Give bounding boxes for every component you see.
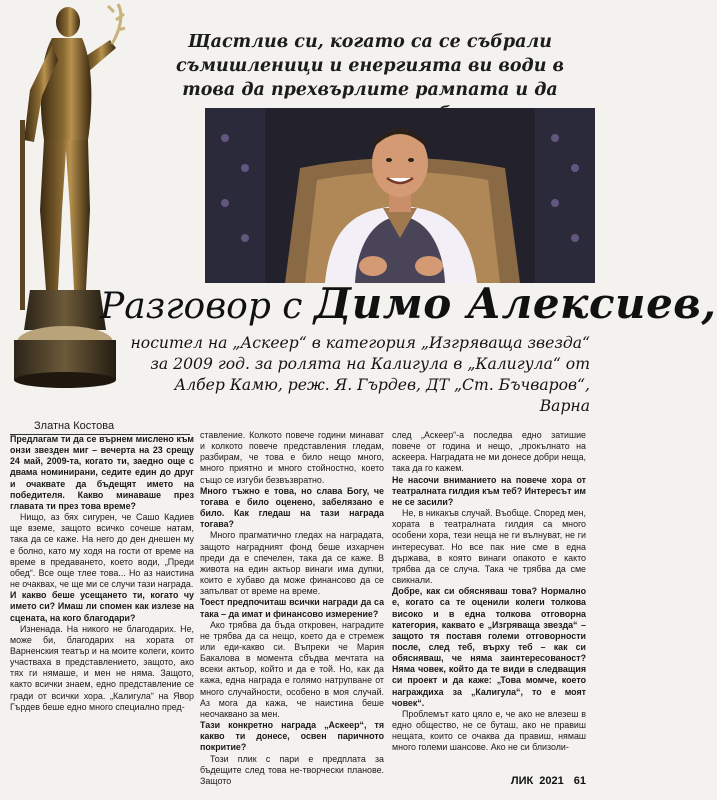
answer-paragraph: Нищо, аз бях сигурен, че Сашо Кадиев ще вземе, защото всичко сочеше натам, така да се каже. На него до ден днешен му е болно, като му ходя на гости от време на време в предаването, което води, „Преди обед“. Все още тлее това... Но аз наистина не очаквах, че ще ми се случи тази награда. <box>10 512 194 590</box>
text-column-2 <box>200 430 384 787</box>
header-quote: Щастлив си, когато са се събрали съмишленици и енергията ви води в това да прехвърлите рампата и да <box>175 32 565 100</box>
title-name: Димо Алексиев, <box>313 279 717 328</box>
question-paragraph: И какво беше усещането ти, когато чу името си? Имаш ли спомен как излезе на сцената, на кого благодари? <box>10 590 194 623</box>
answer-paragraph: Не, в никакъв случай. Въобще. Според мен, хората в театралната гилдия са много особени хора, тези неща не ги вълнуват, не ги интересуват. Но все пак ние сме в една държава, в която винаги опакото е както трябва да се случа. Така че трябва да сме свикнали. <box>392 508 586 586</box>
askeer-statuette-image <box>0 0 125 390</box>
question-paragraph: Предлагам ти да се върнем мислено към онзи звезден миг – вечерта на 23 срещу 24 май, 2009-та, когато ти, заедно още с двама номинирани, седите един до друг и очаквате да бъдещят името на победителя. Какво минаваше през главата ти през това време? <box>10 434 194 511</box>
question-paragraph: Много тъжно е това, но слава Богу, че тогава е било оценено, забелязано е било. Как гледаш на тази награда тогава? <box>200 485 384 530</box>
article-subtitle: носител на „Аскеер“ в категория „Изгряваща звезда“ за 2009 год. за ролята на Калигула в „Калигула“ от Албер Камю, реж. Я. Гърдев, ДТ „Ст. Бъчваров“, Варна <box>130 334 590 415</box>
answer-paragraph: Изненада. На никого не благодарих. Не, може би, благодарих на хората от Варненския театър и на моите колеги, които участваха в представлението, защото, ако тях ги нямаше, и мен не няма. Защото, както всички знаем, едно представление се гради от всички хора. „Калигула“ на Явор Гърдев беше едно много специално пред- <box>10 623 194 712</box>
page-footer <box>505 775 586 787</box>
interview-photo <box>205 108 595 283</box>
answer-paragraph: Много прагматично гледах на наградата, защото наградният фонд беше изхарчен преди да е спечелен, така да се каже. В живота на един актьор винаги има дупки, които е хубаво да може финансово да се запълват от време на време. <box>200 530 384 597</box>
question-paragraph: Не насочи вниманието на повече хора от театралната гилдия към теб? Интересът им не се засили? <box>392 474 586 507</box>
answer-paragraph: Проблемът като цяло е, че ако не влезеш в едно общество, не се буташ, ако не правиш нещата, които се очаква да правиш, нямаш много големи шансове. Ако не си близоли- <box>392 708 586 753</box>
page-number: 61 <box>573 775 586 787</box>
text-column-3 <box>392 430 586 754</box>
article-title <box>100 279 717 329</box>
text-column-1 <box>10 434 194 713</box>
question-paragraph: Тази конкретно награда „Аскеер“, тя какво ти донесе, освен паричното покритие? <box>200 720 384 753</box>
author-byline: Златна Костова <box>10 420 190 435</box>
question-paragraph: Тоест предпочиташ всички награди да са така – да имат и финансово измерение? <box>200 597 384 619</box>
answer-paragraph: след „Аскеер“-а последва едно затишие повече от година и нещо, „прокълнато на аскеера. Наградата не ми донесе добри неща, така да го кажем. <box>392 430 586 474</box>
issue-year: 2021 <box>539 775 564 787</box>
magazine-name: ЛИК <box>510 775 534 787</box>
answer-paragraph: Ако трябва да бъда откровен, наградите не трябва да са нещо, което да е стремеж или еди-какво си. Въпреки че Мария Бакалова в момента сбъдва мечтата на всеки актьор, който и да е той. Но, как да кажа, една награда е голямо натрупване от много случайности, особено в моя случай. Аз мога да кажа, че наистина беше неочаквано за мен. <box>200 619 384 719</box>
title-prefix: Разговор с <box>100 286 314 327</box>
answer-paragraph: ставление. Колкото повече години минават и колкото повече представления гледам, разбирам, че това е било нещо много, много приятно и много стойностно, което също се изгуби безвъзвратно. <box>200 430 384 485</box>
question-paragraph: Добре, как си обясняваш това? Нормално е, когато са те оценили колеги толкова високо и в една толкова отговорна категория, каквато е „Изгряваща звезда“ – защото тя поставя големи отговорности после, след теб, върху теб – как си обясняваш, че няма заинтересованост? Няма човек, който да те види в следващия си проект и да каже: „Това момче, което награждиха за „Калигула“, то е моят човек“. <box>392 586 586 708</box>
answer-paragraph: Този плик с пари е предплата за бъдещите след това не-творчески планове. Защото <box>200 753 384 786</box>
